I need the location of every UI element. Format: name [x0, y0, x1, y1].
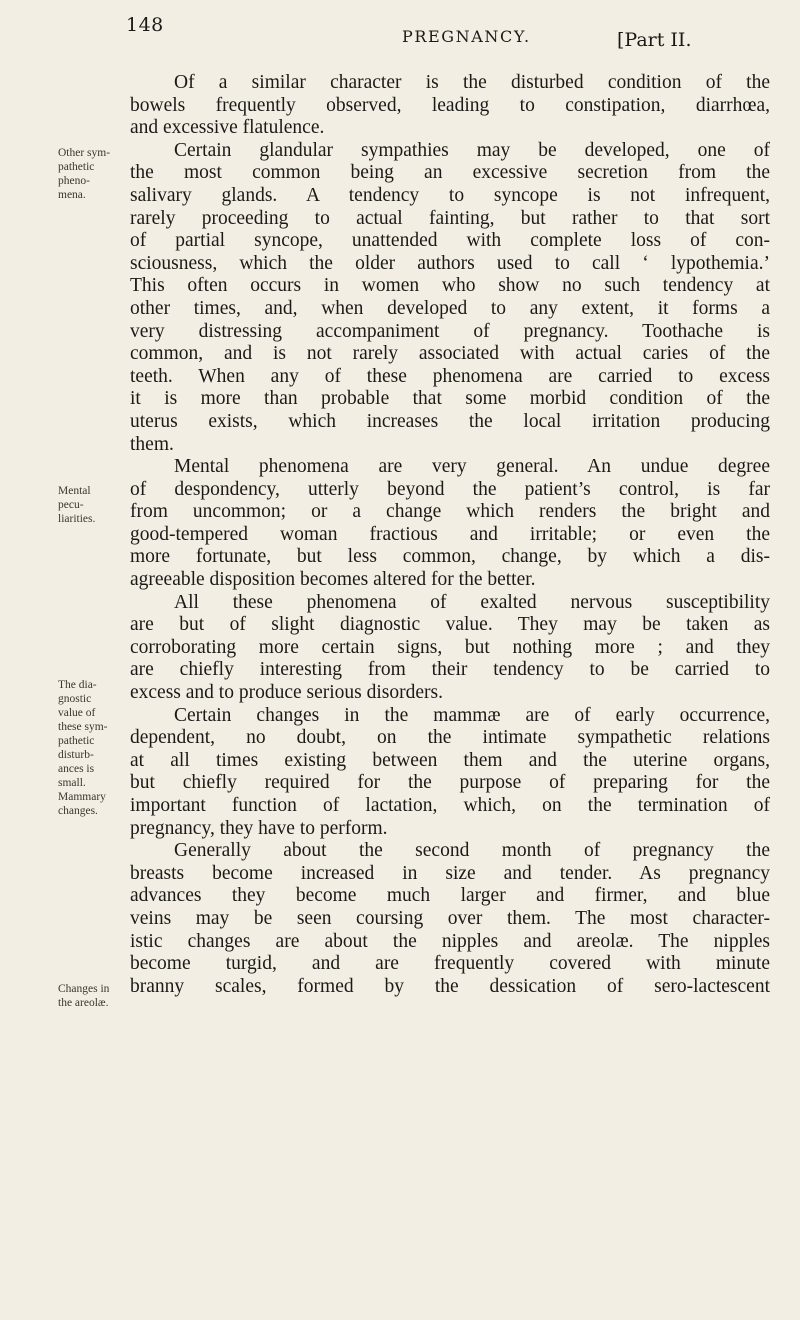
- margin-note-line: mena.: [58, 189, 86, 201]
- text-line: Generally about the second month of pregnancy the: [174, 840, 770, 862]
- margin-note-line: Other sym-: [58, 147, 111, 159]
- running-title: PREGNANCY.: [402, 27, 531, 46]
- text-line: very distressing accompaniment of pregnancy. Toothache is: [130, 320, 770, 342]
- text-line: other times, and, when developed to any extent, it forms a: [130, 297, 770, 319]
- text-line: Of a similar character is the disturbed condition of the: [174, 72, 770, 93]
- text-line: teeth. When any of these phenomena are carried to excess: [130, 365, 770, 387]
- margin-note-mental-peculiarities: [58, 484, 130, 526]
- text-line: good-tempered woman fractious and irritable; or even the: [130, 523, 770, 545]
- page-header: [0, 0, 800, 60]
- margin-note-line: disturb-: [58, 749, 94, 761]
- margin-note-line: liarities.: [58, 513, 96, 525]
- text-line: All these phenomena of exalted nervous susceptibility: [174, 591, 770, 613]
- text-line: are but of slight diagnostic value. They may be taken as: [130, 614, 770, 636]
- margin-note-mammary-changes: [58, 790, 130, 818]
- text-line: at all times existing between them and the uterine organs,: [130, 749, 770, 771]
- text-line: uterus exists, which increases the local irritation producing: [130, 410, 770, 432]
- text-line: are chiefly interesting from their tendency to be carried to: [130, 659, 770, 681]
- text-line: from uncommon; or a change which renders the bright and: [130, 501, 770, 523]
- margin-note-line: the areolæ.: [58, 997, 109, 1009]
- text-line: advances they become much larger and firmer, and blue: [130, 885, 770, 907]
- text-line: of partial syncope, unattended with complete loss of con-: [130, 230, 770, 252]
- text-line: of despondency, utterly beyond the patient’s control, is far: [130, 478, 770, 500]
- text-line: them.: [130, 433, 174, 455]
- text-line: This often occurs in women who show no such tendency at: [130, 275, 770, 297]
- text-line: it is more than probable that some morbid condition of the: [130, 388, 770, 410]
- text-line: rarely proceeding to actual fainting, but rather to that sort: [130, 207, 770, 229]
- text-line: Mental phenomena are very general. An undue degree: [174, 456, 770, 478]
- margin-note-line: small.: [58, 777, 86, 789]
- text-line: corroborating more certain signs, but nothing more ; and they: [130, 636, 770, 658]
- margin-note-line: pecu-: [58, 499, 84, 511]
- margin-note-sympathetic-phenomena: [58, 146, 130, 202]
- text-line: pregnancy, they have to perform.: [130, 817, 388, 839]
- part-label: [Part II.: [617, 29, 692, 51]
- margin-note-line: The dia-: [58, 679, 97, 691]
- margin-note-line: gnostic: [58, 693, 92, 705]
- text-line: istic changes are about the nipples and areolæ. The nipples: [130, 930, 770, 952]
- margin-note-areolae-changes: [58, 982, 130, 1010]
- text-line: Certain glandular sympathies may be developed, one of: [174, 139, 770, 161]
- text-line: important function of lactation, which, on the termination of: [130, 795, 770, 816]
- text-line: excess and to produce serious disorders.: [130, 682, 443, 704]
- body-text: [130, 72, 770, 998]
- margin-note-line: pathetic: [58, 161, 95, 173]
- margin-note-line: pheno-: [58, 175, 90, 187]
- text-line: common, and is not rarely associated with actual caries of the: [130, 343, 770, 365]
- margin-note-line: ances is: [58, 763, 95, 775]
- text-line: breasts become increased in size and tender. As pregnancy: [130, 862, 770, 884]
- margin-note-line: Changes in: [58, 983, 110, 995]
- text-line: the most common being an excessive secretion from the: [130, 162, 770, 184]
- text-line: veins may be seen coursing over them. The most character-: [130, 907, 770, 929]
- text-line: agreeable disposition becomes altered for the better.: [130, 569, 536, 591]
- text-line: dependent, no doubt, on the intimate sympathetic relations: [130, 727, 770, 749]
- text-line: branny scales, formed by the dessication of sero-lactescent: [130, 975, 770, 997]
- margin-note-line: pathetic: [58, 735, 95, 747]
- margin-note-line: changes.: [58, 805, 98, 817]
- text-line: but chiefly required for the purpose of preparing for the: [130, 772, 770, 794]
- margin-note-diagnostic-value: [58, 678, 130, 790]
- text-line: become turgid, and are frequently covered with minute: [130, 953, 770, 975]
- margin-note-line: these sym-: [58, 721, 108, 733]
- margin-note-line: Mental: [58, 485, 91, 497]
- margin-note-line: value of: [58, 707, 96, 719]
- page-number: 148: [126, 14, 164, 36]
- text-line: bowels frequently observed, leading to constipation, diarrhœa,: [130, 94, 770, 116]
- text-line: more fortunate, but less common, change, by which a dis-: [130, 546, 770, 568]
- text-line: and excessive flatulence.: [130, 117, 325, 139]
- text-line: Certain changes in the mammæ are of early occurrence,: [174, 704, 770, 726]
- text-line: salivary glands. A tendency to syncope is not infrequent,: [130, 184, 770, 206]
- margin-note-line: Mammary: [58, 791, 106, 803]
- text-line: sciousness, which the older authors used to call ‘ lypothemia.’: [130, 252, 770, 274]
